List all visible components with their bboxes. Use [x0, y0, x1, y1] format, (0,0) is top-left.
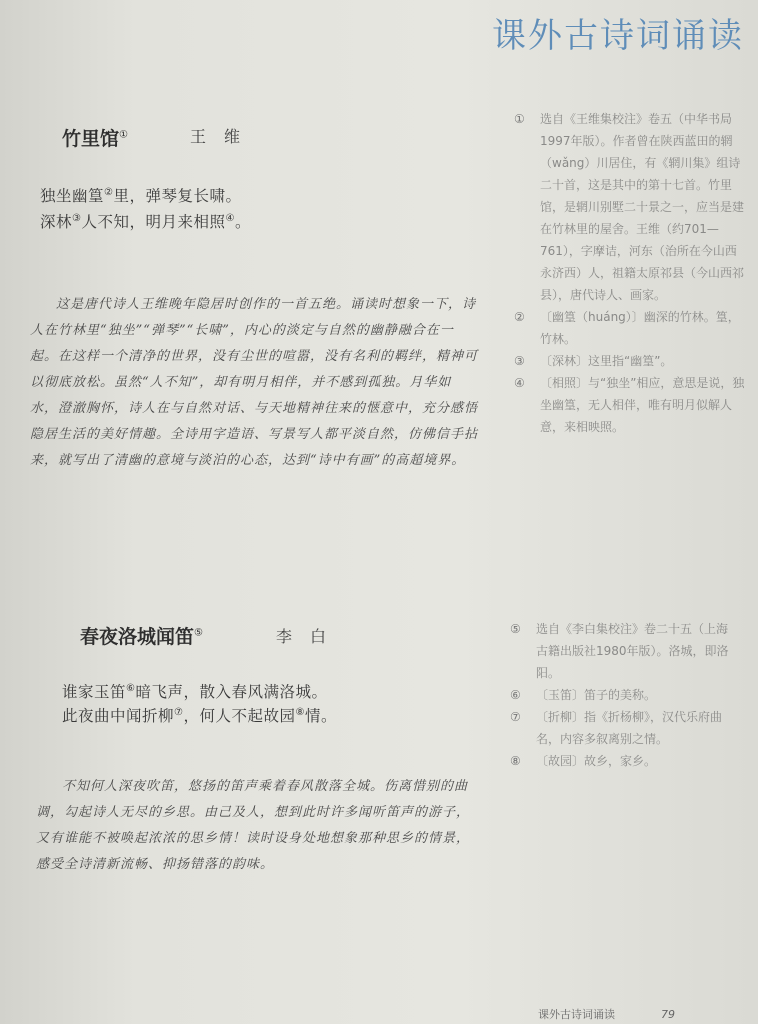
poem1-commentary: 这是唐代诗人王维晚年隐居时创作的一首五绝。诵读时想象一下，诗人在竹林里“独坐”“弹琴”“长啸”，内心的淡定与自然的幽静融合在一起。在这样一个清净的世界，没有尘世的喧嚣，没有名利的羁绊，精神可以彻底放松。虽然“人不知”，却有明月相伴，并不感到孤独。月华如水，澄澈胸怀，诗人在与自然对话、与天地精神往来的惬意中，充分感悟隐居生活的美好情趣。全诗用字造语、写景写人都平淡自然，仿佛信手拈来，就写出了清幽的意境与淡泊的心态，达到“诗中有画”的高超境界。 — [30, 297, 479, 468]
poem1-line-2: 深林③人不知，明月来相照④。 — [40, 212, 251, 231]
section-header-title: 课外古诗词诵读 — [492, 16, 744, 56]
poem2-commentary: 不知何人深夜吹笛，悠扬的笛声乘着春风散落全城。伤离惜别的曲调，勾起诗人无尽的乡思。由己及人，想到此时许多闻听笛声的游子，又有谁能不被唤起浓浓的思乡情！读时设身处地想象那种思乡的情景，感受全诗清新流畅、抑扬错落的韵味。 — [36, 779, 471, 872]
page-footer — [538, 1006, 675, 1022]
footer-section-label: 课外古诗词诵读 — [538, 1008, 615, 1021]
poem1-title-text: 竹里馆 — [62, 128, 120, 150]
page-number: 79 — [661, 1008, 675, 1021]
poem1-title — [62, 124, 128, 151]
note-item: ⑦ 〔折柳〕指《折杨柳》，汉代乐府曲名，内容多叙离别之情。 — [510, 710, 723, 746]
poem1-notes — [514, 108, 746, 438]
poem1-line-1: 独坐幽篁②里，弹琴复长啸。 — [40, 186, 242, 205]
note-item: ② 〔幽篁（huáng）〕幽深的竹林。篁，竹林。 — [514, 310, 740, 346]
note-item: ① 选自《王维集校注》卷五（中华书局1997年版）。作者曾在陕西蓝田的辋（wǎng）川居住，有《辋川集》组诗二十首，这是其中的第十七首。竹里馆，是辋川别墅二十景之一，应当是建在竹林里的屋舍。王维（约701—761），字摩诘，河东（治所在今山西永济西）人，祖籍太原祁县（今山西祁县），唐代诗人、画家。 — [514, 112, 745, 302]
poem2-line-1: 谁家玉笛⑥暗飞声，散入春风满洛城。 — [62, 682, 328, 701]
note-item: ④ 〔相照〕与“独坐”相应，意思是说，独坐幽篁，无人相伴，唯有明月似解人意，来相映照。 — [514, 376, 745, 434]
poem2-title — [80, 622, 203, 649]
poem2-title-note: ⑤ — [194, 627, 203, 639]
poem2-line-2: 此夜曲中闻折柳⑦，何人不起故园⑧情。 — [62, 706, 337, 725]
poem2-title-text: 春夜洛城闻笛 — [80, 626, 195, 648]
note-item: ③ 〔深林〕这里指“幽篁”。 — [514, 354, 673, 368]
poem2-author: 李白 — [276, 627, 345, 646]
note-item: ⑤ 选自《李白集校注》卷二十五（上海古籍出版社1980年版）。洛城，即洛阳。 — [510, 622, 729, 680]
poem1-author: 王维 — [190, 127, 259, 146]
poem1-title-note: ① — [119, 129, 128, 141]
note-item: ⑥ 〔玉笛〕笛子的美称。 — [510, 688, 657, 702]
poem2-notes — [510, 618, 736, 772]
note-item: ⑧ 〔故园〕故乡，家乡。 — [510, 754, 657, 768]
